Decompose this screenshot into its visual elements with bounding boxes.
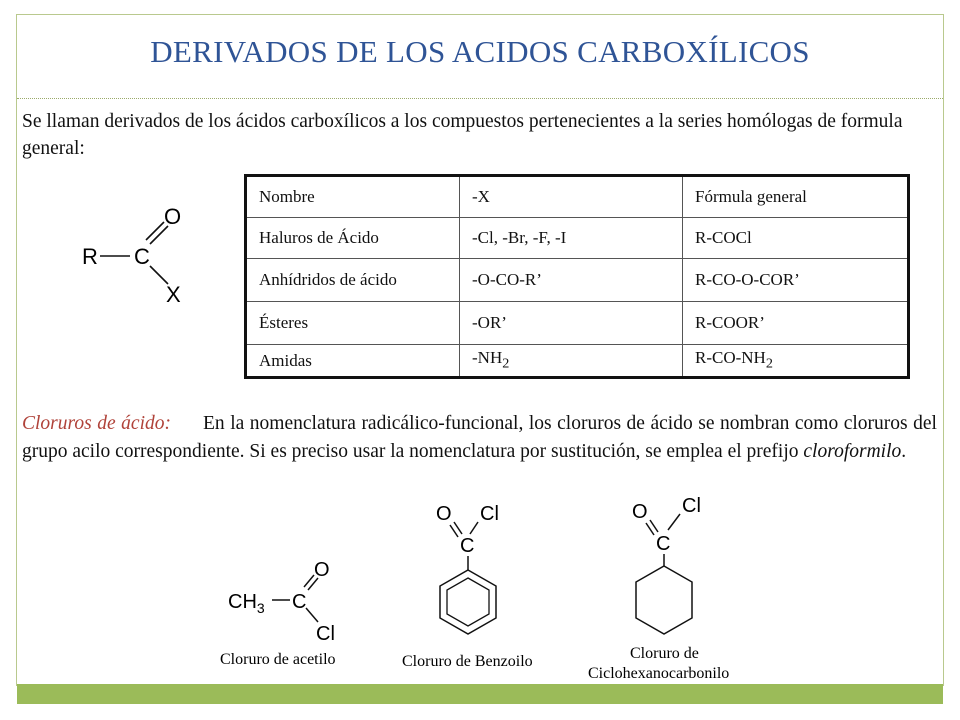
bottom-accent-bar — [17, 684, 943, 704]
cyclo-c: C — [656, 533, 671, 555]
acetyl-ch-subscript: 3 — [256, 600, 265, 616]
acetyl-caption: Cloruro de acetilo — [220, 651, 336, 668]
table-row — [246, 302, 909, 345]
paragraph-emphasis: cloroformilo — [803, 441, 902, 462]
benzene-inner-ring — [447, 578, 489, 626]
benzoyl-cl: Cl — [480, 503, 499, 525]
structure-r: R — [82, 244, 98, 269]
section-lead: Cloruros de ácido: — [22, 413, 171, 434]
cell-name: Ésteres — [246, 302, 460, 345]
general-formula-structure — [70, 198, 210, 308]
group-subscript: 2 — [502, 355, 510, 372]
cyclo-caption-line1: Cloruro de — [630, 645, 699, 662]
cyclo-cl: Cl — [682, 495, 701, 517]
acetyl-chloride-structure — [218, 556, 368, 668]
cell-group — [460, 345, 683, 378]
intro-text: Se llaman derivados de los ácidos carboxílicos a los compuestos pertenecientes a la series homólogas de formula general: — [22, 111, 903, 159]
cell-group: -O-CO-R’ — [460, 259, 683, 302]
cyclo-caption-line2: Ciclohexanocarbonilo — [588, 665, 730, 682]
acetyl-c: C — [292, 591, 307, 613]
acetyl-ch: CH — [228, 591, 257, 613]
header-name: Nombre — [246, 176, 460, 218]
benzoyl-caption: Cloruro de Benzoilo — [402, 653, 533, 670]
cell-name: Haluros de Ácido — [246, 218, 460, 259]
cyclohexane-ring — [636, 566, 692, 634]
cell-formula — [683, 345, 909, 378]
header-formula: Fórmula general — [683, 176, 909, 218]
benzene-ring — [440, 570, 496, 634]
cell-formula: R-COCl — [683, 218, 909, 259]
benzoyl-c: C — [460, 535, 475, 557]
cyclo-o: O — [632, 501, 648, 523]
derivatives-table — [244, 174, 910, 379]
table-row — [246, 345, 909, 378]
benzoyl-chloride-structure — [398, 496, 558, 672]
benzoyl-o: O — [436, 503, 452, 525]
table-header-row — [246, 176, 909, 218]
acid-chlorides-paragraph — [22, 410, 937, 466]
cell-group: -OR’ — [460, 302, 683, 345]
acetyl-o: O — [314, 559, 330, 581]
paragraph-text: En la nomenclatura radicálico-funcional, los cloruros de ácido se nombran como cloruros del grupo acilo correspondiente. Si es preciso usar la nomenclatura por sustitución, se emplea el prefijo — [22, 413, 937, 462]
cell-formula: R-COOR’ — [683, 302, 909, 345]
acetyl-bond-c-cl — [306, 608, 318, 622]
svg-text:CH3 — [228, 591, 265, 616]
slide-title: DERIVADOS DE LOS ACIDOS CARBOXÍLICOS — [150, 34, 810, 69]
formula-subscript: 2 — [765, 355, 773, 372]
paragraph-end: . — [901, 441, 907, 462]
cell-group: -Cl, -Br, -F, -I — [460, 218, 683, 259]
group-text: -NH — [472, 348, 503, 368]
structure-x: X — [166, 282, 181, 307]
cyclo-bond-c-cl — [668, 514, 680, 530]
bond-c-o-2 — [146, 222, 164, 240]
cell-name: Amidas — [246, 345, 460, 378]
structure-c: C — [134, 244, 150, 269]
benzoyl-bond-c-cl — [470, 522, 478, 534]
title-divider — [17, 98, 943, 99]
table-row — [246, 218, 909, 259]
cyclohexanecarbonyl-chloride-structure — [580, 492, 760, 684]
cell-formula: R-CO-O-COR’ — [683, 259, 909, 302]
header-group: -X — [460, 176, 683, 218]
table-row — [246, 259, 909, 302]
cell-name: Anhídridos de ácido — [246, 259, 460, 302]
formula-text: R-CO-NH — [695, 348, 766, 368]
structure-o: O — [164, 204, 182, 229]
acetyl-cl: Cl — [316, 623, 335, 645]
